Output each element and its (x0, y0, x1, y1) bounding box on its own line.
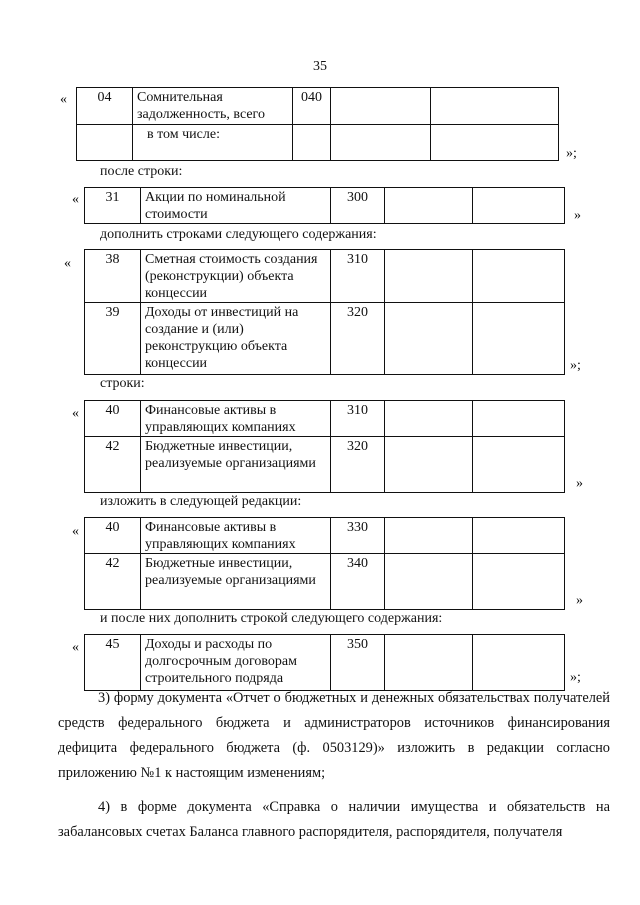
row-name: Сметная стоимость создания (реконструкции) объекта концессии (141, 250, 331, 303)
opening-quote: « (72, 406, 79, 421)
value-cell (385, 437, 473, 493)
table-construction (84, 634, 565, 691)
page-number: 35 (313, 59, 327, 74)
opening-quote: « (72, 640, 79, 655)
table-row (85, 518, 565, 554)
value-cell (473, 518, 565, 554)
caption-lines: строки: (100, 376, 145, 391)
value-cell (431, 125, 559, 161)
row-name: Бюджетные инвестиции, реализуемые организациями (141, 554, 331, 610)
value-cell (473, 303, 565, 375)
value-cell (331, 125, 431, 161)
caption-add-lines: дополнить строками следующего содержания: (100, 227, 377, 242)
value-cell (473, 401, 565, 437)
value-cell (473, 635, 565, 691)
row-name: Бюджетные инвестиции, реализуемые организациями (141, 437, 331, 493)
opening-quote: « (60, 92, 67, 107)
caption-after-line: после строки: (100, 164, 183, 179)
value-cell (385, 401, 473, 437)
row-code: 42 (85, 554, 141, 610)
row-code: 40 (85, 518, 141, 554)
value-cell (385, 518, 473, 554)
closing-quote: »; (570, 670, 581, 685)
closing-quote: »; (566, 146, 577, 161)
row-name: Доходы и расходы по долгосрочным договорам строительного подряда (141, 635, 331, 691)
row-code: 40 (85, 401, 141, 437)
value-cell (473, 250, 565, 303)
table-doubtful-debt (76, 87, 559, 161)
value-cell (385, 250, 473, 303)
row-code: 45 (85, 635, 141, 691)
row-name: Сомнительная задолженность, всего (133, 88, 293, 125)
row-name: Финансовые активы в управляющих компаниях (141, 401, 331, 437)
value-cell (473, 437, 565, 493)
row-name: Финансовые активы в управляющих компаниях (141, 518, 331, 554)
row-code: 04 (77, 88, 133, 125)
table-old-lines (84, 400, 565, 493)
row-name: в том числе: (133, 125, 293, 161)
table-row (85, 250, 565, 303)
line-code: 320 (331, 303, 385, 375)
line-code: 300 (331, 188, 385, 224)
row-code (77, 125, 133, 161)
closing-quote: » (576, 476, 583, 491)
value-cell (431, 88, 559, 125)
line-code (293, 125, 331, 161)
table-row (85, 635, 565, 691)
line-code: 340 (331, 554, 385, 610)
opening-quote: « (64, 256, 71, 271)
table-row (77, 125, 559, 161)
table-new-lines (84, 517, 565, 610)
row-name: Доходы от инвестиций на создание и (или) реконструкцию объекта концессии (141, 303, 331, 375)
line-code: 350 (331, 635, 385, 691)
closing-quote: » (574, 208, 581, 223)
table-row (85, 554, 565, 610)
row-code: 38 (85, 250, 141, 303)
caption-add-after: и после них дополнить строкой следующего содержания: (100, 611, 443, 626)
paragraph-item-3: 3) форму документа «Отчет о бюджетных и денежных обязательствах получателей средств федерального бюджета и администраторов источников финансирования дефицита федерального бюджета (ф. 0503129)» изложить в редакции согласно приложению №1 к настоящим изменениям; (58, 690, 610, 781)
opening-quote: « (72, 192, 79, 207)
value-cell (385, 554, 473, 610)
line-code: 040 (293, 88, 331, 125)
value-cell (473, 554, 565, 610)
value-cell (331, 88, 431, 125)
table-row (85, 437, 565, 493)
table-concession (84, 249, 565, 375)
value-cell (385, 635, 473, 691)
closing-quote: »; (570, 358, 581, 373)
value-cell (385, 188, 473, 224)
table-row (85, 401, 565, 437)
row-code: 39 (85, 303, 141, 375)
opening-quote: « (72, 524, 79, 539)
row-code: 42 (85, 437, 141, 493)
value-cell (473, 188, 565, 224)
line-code: 320 (331, 437, 385, 493)
caption-new-edition: изложить в следующей редакции: (100, 494, 302, 509)
line-code: 310 (331, 401, 385, 437)
paragraph-item-4: 4) в форме документа «Справка о наличии имущества и обязательств на забалансовых счетах Баланса главного распорядителя, распорядителя, получателя (58, 799, 610, 840)
row-name: Акции по номинальной стоимости (141, 188, 331, 224)
value-cell (385, 303, 473, 375)
row-code: 31 (85, 188, 141, 224)
line-code: 330 (331, 518, 385, 554)
table-row (77, 88, 559, 125)
line-code: 310 (331, 250, 385, 303)
table-shares (84, 187, 565, 224)
table-row (85, 188, 565, 224)
table-row (85, 303, 565, 375)
closing-quote: » (576, 593, 583, 608)
